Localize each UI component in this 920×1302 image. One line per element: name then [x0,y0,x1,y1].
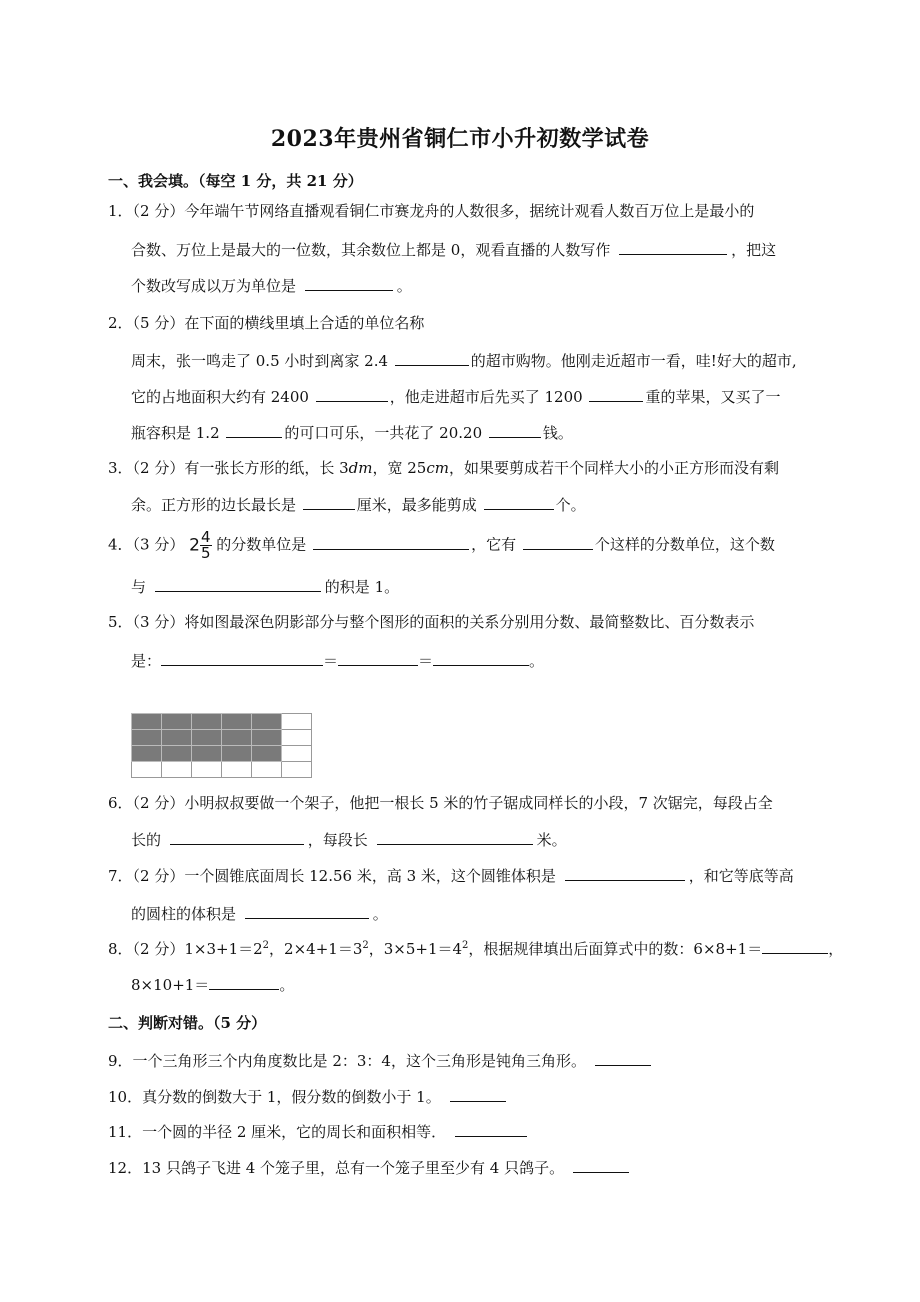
q8-line-1 [108,938,843,959]
q3-line-2 [131,494,586,515]
q8-text-g: 。 [279,976,295,994]
grid-cell [192,746,222,762]
grid-cell [192,714,222,730]
grid-cell [192,762,222,778]
q8-text-e: ， [828,940,844,958]
q1-line-1: 1．（2 分）今年端午节网络直播观看铜仁市赛龙舟的人数很多，据统计观看人数百万位上是最小的 [108,202,755,220]
q2-line-2 [131,350,797,371]
q4-blank-3[interactable] [155,576,321,592]
q4-line-2 [131,576,399,597]
q10-line [108,1086,506,1107]
grid-cell [162,714,192,730]
q5-blank-2[interactable] [338,650,418,666]
q3-line-1 [108,458,779,478]
grid-cell [132,746,162,762]
q3-blank-2[interactable] [484,494,554,510]
q5-text-b: 。 [529,652,545,670]
q2-text-b: 的超市购物。他刚走近超市一看，哇!好大的超市, [470,352,797,370]
q2-line-4 [131,422,573,443]
grid-cell [222,762,252,778]
q4-text-c: ，它有 [471,535,517,554]
q4-blank-2[interactable] [523,534,593,550]
q3-unit-cm: cm [426,459,449,477]
grid-cell [222,746,252,762]
q4-mixed-fraction [189,530,211,561]
q6-line-1: 6．（2 分）小明叔叔要做一个架子，他把一根长 5 米的竹子锯成同样长的小段，7 次锯完，每段占全 [108,794,773,812]
q2-text-e: 重的苹果，又买了一 [645,388,781,406]
q6-line-2 [131,829,567,850]
q4-fraction-denominator: 5 [200,544,211,562]
grid-cell [162,746,192,762]
q8-exponent-2: 2 [362,940,369,951]
q4-fraction-whole: 2 [189,535,200,556]
q7-text-b: ，和它等底等高 [688,867,794,885]
q6-text-c: 米。 [536,831,567,849]
section-fill-in-heading: 一、我会填。（每空 1 分，共 21 分） [108,172,363,190]
q2-text-d: ，他走进超市后先买了 1200 [389,388,583,406]
grid-cell [132,714,162,730]
q11-text: 11．一个圆的半径 2 厘米，它的周长和面积相等． [108,1123,447,1141]
q8-exponent-3: 2 [462,940,469,951]
q9-answer-blank[interactable] [595,1050,651,1066]
q7-line-2 [131,903,388,924]
q7-text-a: 7．（2 分）一个圆锥底面周长 12.56 米，高 3 米，这个圆锥体积是 [108,867,556,885]
q5-blank-3[interactable] [433,650,529,666]
q7-text-c: 的圆柱的体积是 [131,905,237,923]
q8-text-f: 8×10+1＝ [131,976,210,994]
q2-line-3 [131,386,780,407]
q8-line-2 [131,974,294,995]
q12-line [108,1157,629,1178]
section-true-false-heading: 二、判断对错。（5 分） [108,1014,267,1032]
q1-text-c: 个数改写成以万为单位是 [131,277,297,295]
q5-line-2 [131,650,544,671]
grid-cell [192,730,222,746]
q7-blank-1[interactable] [565,865,685,881]
q2-blank-3[interactable] [589,386,643,402]
q5-equals-1: ＝ [323,652,339,670]
q6-text-b: ，每段长 [307,831,368,849]
q8-text-b: ，2×4+1＝3 [269,940,363,958]
q7-text-d: 。 [372,905,388,923]
q3-text-e: 厘米，最多能剪成 [356,496,477,514]
q7-line-1 [108,865,794,886]
q2-blank-5[interactable] [489,422,541,438]
q10-text: 10．真分数的倒数大于 1，假分数的倒数小于 1。 [108,1088,441,1106]
q2-text-a: 周末，张一鸣走了 0.5 小时到离家 2.4 [131,352,389,370]
q4-text-e: 与 [131,578,147,596]
grid-cell [252,714,282,730]
page-title: 2023年贵州省铜仁市小升初数学试卷 [270,126,650,152]
grid-cell [282,746,312,762]
q1-text-a: 合数、万位上是最大的一位数，其余数位上都是 0，观看直播的人数写作 [131,241,611,259]
grid-cell [222,730,252,746]
q8-text-c: ，3×5+1＝4 [368,940,463,958]
q5-line-1: 5．（3 分）将如图最深色阴影部分与整个图形的面积的关系分别用分数、最简整数比、百分数表示 [108,613,755,631]
q5-equals-2: ＝ [418,652,434,670]
q8-text-a: 8．（2 分）1×3+1＝2 [108,940,263,958]
q2-text-g: 的可口可乐，一共花了 20.20 [284,424,483,442]
q3-text-c: ，如果要剪成若干个同样大小的小正方形而没有剩 [448,459,779,477]
grid-cell [282,730,312,746]
grid-cell [252,730,282,746]
q3-text-b: ，宽 25 [372,459,427,477]
q9-text: 9．一个三角形三个内角度数比是 2：3：4，这个三角形是钝角三角形。 [108,1052,586,1070]
q4-fraction-numerator: 4 [200,528,211,546]
q11-answer-blank[interactable] [455,1121,527,1137]
q1-text-b: ，把这 [731,241,777,259]
grid-cell [282,762,312,778]
grid-cell [252,746,282,762]
q1-text-d: 。 [396,277,412,295]
q2-text-f: 瓶容积是 1.2 [131,424,220,442]
q4-blank-1[interactable] [313,534,469,550]
q3-text-d: 余。正方形的边长最长是 [131,496,297,514]
shaded-grid-figure [131,713,312,778]
q8-blank-1[interactable] [762,938,828,954]
grid-cell [132,730,162,746]
q6-blank-2[interactable] [377,829,533,845]
grid-cell [282,714,312,730]
q1-line-2 [131,239,776,260]
q4-text-a: 4．（3 分） [108,535,185,554]
grid-cell [162,762,192,778]
q2-line-1: 2．（5 分）在下面的横线里填上合适的单位名称 [108,314,425,332]
q2-text-h: 钱。 [542,424,573,442]
q8-text-d: ，根据规律填出后面算式中的数：6×8+1＝ [468,940,763,958]
grid-cell [162,730,192,746]
q5-text-a: 是： [131,652,162,670]
q3-unit-dm: dm [348,459,373,477]
q9-line [108,1050,651,1071]
grid-cell [222,714,252,730]
q7-blank-2[interactable] [245,903,369,919]
q1-line-3 [131,275,412,296]
q6-blank-1[interactable] [170,829,304,845]
q8-exponent-1: 2 [262,940,270,951]
q4-line-1 [108,530,775,561]
q8-blank-2[interactable] [209,974,279,990]
q1-blank-2[interactable] [305,275,393,291]
q2-text-c: 它的占地面积大约有 2400 [131,388,309,406]
q11-line [108,1121,527,1142]
q3-text-a: 3．（2 分）有一张长方形的纸，长 3 [108,459,349,477]
q3-text-f: 个。 [555,496,586,514]
q2-blank-4[interactable] [226,422,282,438]
q4-text-f: 的积是 1。 [324,578,400,596]
q10-answer-blank[interactable] [450,1086,506,1102]
grid-cell [252,762,282,778]
grid-cell [132,762,162,778]
q4-text-b: 的分数单位是 [216,535,307,554]
q6-text-a: 长的 [131,831,162,849]
q2-blank-2[interactable] [316,386,388,402]
q12-text: 12．13 只鸽子飞进 4 个笼子里，总有一个笼子里至少有 4 只鸽子。 [108,1159,565,1177]
q4-text-d: 个这样的分数单位，这个数 [594,535,775,554]
q2-blank-1[interactable] [395,350,469,366]
q3-blank-1[interactable] [303,494,355,510]
q5-blank-1[interactable] [161,650,323,666]
q12-answer-blank[interactable] [573,1157,629,1173]
q1-blank-1[interactable] [619,239,727,255]
